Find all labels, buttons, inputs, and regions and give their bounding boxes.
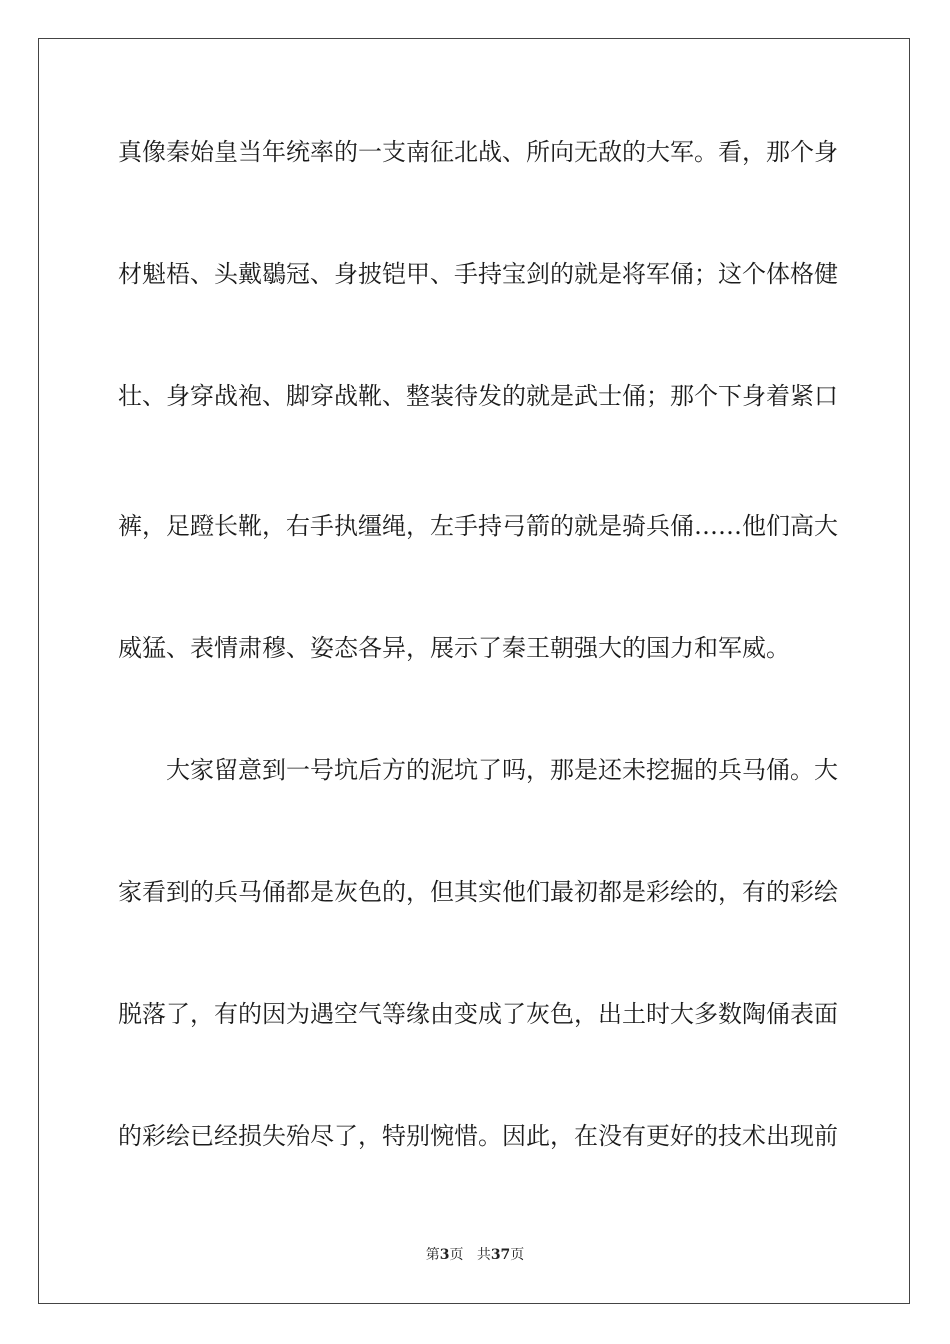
text-line: 脱落了，有的因为遇空气等缘由变成了灰色，出土时大多数陶俑表面: [118, 1000, 838, 1028]
footer-page-prefix: 第: [425, 1247, 440, 1263]
text-line: 裤，足蹬长靴，右手执缰绳，左手持弓箭的就是骑兵俑……他们高大: [118, 512, 838, 540]
footer-total-suffix: 页: [510, 1247, 525, 1263]
text-line: 壮、身穿战袍、脚穿战靴、整装待发的就是武士俑；那个下身着紧口: [118, 382, 838, 410]
footer-page-number: 3: [439, 1247, 450, 1263]
text-line: 威猛、表情肃穆、姿态各异，展示了秦王朝强大的国力和军威。: [118, 634, 790, 662]
text-line: 材魁梧、头戴鶡冠、身披铠甲、手持宝剑的就是将军俑；这个体格健: [118, 260, 838, 288]
text-line: 的彩绘已经损失殆尽了，特别惋惜。因此，在没有更好的技术出现前: [118, 1122, 838, 1150]
paragraph-first-line: 大家留意到一号坑后方的泥坑了吗，那是还未挖掘的兵马俑。大: [166, 756, 838, 784]
text-line: 真像秦始皇当年统率的一支南征北战、所向无敌的大军。看，那个身: [118, 138, 838, 166]
page-border: [38, 38, 910, 1304]
page-footer: [0, 1244, 950, 1264]
footer-total-prefix: 共: [476, 1247, 491, 1263]
text-line: 家看到的兵马俑都是灰色的，但其实他们最初都是彩绘的，有的彩绘: [118, 878, 838, 906]
footer-total-number: 37: [490, 1247, 511, 1263]
footer-page-suffix: 页: [449, 1247, 464, 1263]
